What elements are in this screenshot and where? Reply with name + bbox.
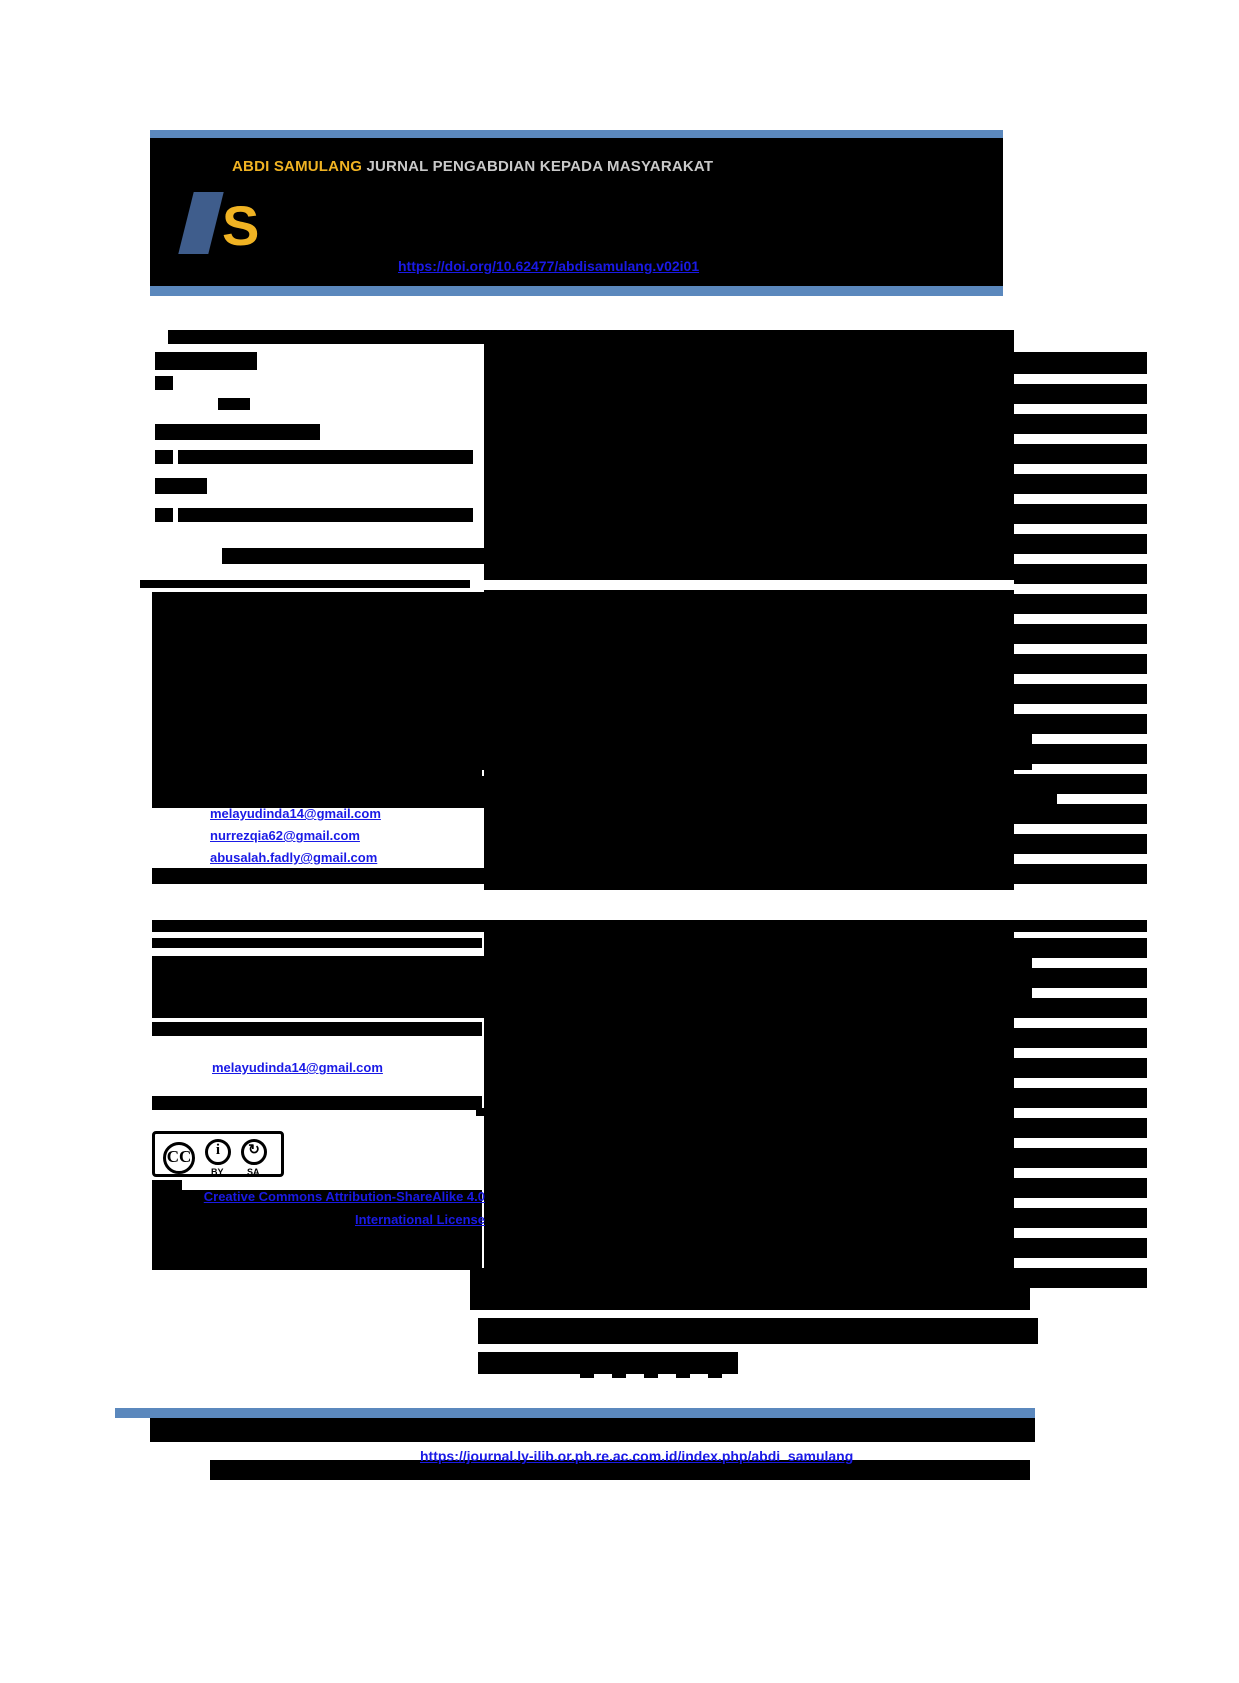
sidebar-line-redaction (1014, 504, 1147, 524)
footer-rule (115, 1408, 1035, 1418)
text-line-redaction (178, 450, 473, 464)
author-email-3[interactable]: abusalah.fadly@gmail.com (210, 850, 378, 865)
text-line-redaction (152, 1096, 482, 1110)
text-line-redaction (478, 1318, 1038, 1344)
text-line-redaction (152, 920, 1147, 932)
text-line-redaction (155, 352, 257, 370)
sidebar-line-redaction (1014, 414, 1147, 434)
text-line-redaction (218, 398, 250, 410)
text-line-redaction (152, 938, 482, 948)
text-block-redaction (484, 330, 1014, 580)
sidebar-line-redaction (1014, 1268, 1147, 1288)
sidebar-line-redaction (1014, 594, 1147, 614)
masthead-top-rule (150, 130, 1003, 138)
text-line-redaction (152, 620, 1010, 664)
text-line-redaction (152, 694, 170, 708)
text-line-redaction (152, 716, 1032, 770)
sidebar-line-redaction (1014, 384, 1147, 404)
cc-mark-label: CC (166, 1147, 192, 1166)
doi-link[interactable]: https://doi.org/10.62477/abdisamulang.v02i01 (398, 258, 700, 274)
license-link[interactable]: Creative Commons Attribution-ShareAlike 4.0 International License (203, 1189, 485, 1227)
cc-sa-arrow-glyph: ↻ (248, 1143, 260, 1158)
journal-title (232, 158, 713, 175)
sidebar-line-redaction (1014, 474, 1147, 494)
sidebar-line-redaction (1014, 864, 1147, 884)
text-line-redaction (152, 868, 584, 884)
sidebar-line-redaction (1014, 352, 1147, 374)
text-line-redaction (155, 424, 320, 440)
sidebar-line-redaction (1014, 1088, 1147, 1108)
sidebar-line-redaction (1014, 1028, 1147, 1048)
sidebar-line-redaction (1014, 1208, 1147, 1228)
sidebar-line-redaction (1014, 998, 1147, 1018)
author-email-1[interactable]: melayudinda14@gmail.com (210, 806, 381, 821)
text-line-redaction (168, 330, 550, 344)
sidebar-line-redaction (1014, 744, 1147, 764)
author-email-2[interactable]: nurrezqia62@gmail.com (210, 828, 360, 843)
creative-commons-badge (152, 1131, 284, 1177)
text-line-redaction (470, 1268, 1030, 1310)
text-line-redaction (155, 508, 173, 522)
correspondence-email[interactable]: melayudinda14@gmail.com (212, 1060, 383, 1075)
sidebar-line-redaction (1014, 1118, 1147, 1138)
cc-by-person-glyph: i (215, 1142, 221, 1158)
text-line-redaction (155, 376, 173, 390)
sidebar-line-redaction (1014, 714, 1147, 734)
cc-by-label: BY (211, 1167, 224, 1177)
journal-subtitle: JURNAL PENGABDIAN KEPADA MASYARAKAT (366, 158, 714, 175)
sidebar-line-redaction (1014, 444, 1147, 464)
sidebar-line-redaction (1014, 534, 1147, 554)
sidebar-line-redaction (1014, 1178, 1147, 1198)
section-dots (580, 1370, 730, 1378)
sidebar-line-redaction (1014, 1058, 1147, 1078)
journal-name: ABDI SAMULANG (232, 158, 363, 175)
text-line-redaction (178, 508, 473, 522)
text-line-redaction (152, 668, 482, 688)
sidebar-line-redaction (1014, 968, 1147, 988)
sidebar-line-redaction (1014, 564, 1147, 584)
masthead-bottom-rule (150, 286, 1003, 296)
sidebar-line-redaction (1014, 654, 1147, 674)
text-line-redaction (152, 956, 1032, 1018)
sidebar-line-redaction (1014, 834, 1147, 854)
cc-sa-label: SA (247, 1167, 260, 1177)
text-line-redaction (155, 478, 207, 494)
journal-url-link[interactable]: https://journal.ly-ilib.or.ph.re.ac.com.id/index.php/abdi_samulang (420, 1448, 854, 1464)
text-line-redaction (155, 450, 173, 464)
text-line-redaction (140, 580, 470, 588)
text-line-redaction (152, 776, 1057, 808)
sidebar-line-redaction (1014, 1148, 1147, 1168)
sidebar-line-redaction (1014, 938, 1147, 958)
text-line-redaction (476, 1108, 506, 1116)
sidebar-line-redaction (1014, 624, 1147, 644)
journal-logo-letter: S (222, 194, 260, 257)
sidebar-line-redaction (1014, 684, 1147, 704)
text-line-redaction (222, 548, 484, 564)
footer-redaction (150, 1418, 1035, 1442)
sidebar-line-redaction (1014, 1238, 1147, 1258)
text-line-redaction (152, 1022, 482, 1036)
text-line-redaction (584, 880, 780, 890)
text-line-redaction (152, 592, 562, 610)
